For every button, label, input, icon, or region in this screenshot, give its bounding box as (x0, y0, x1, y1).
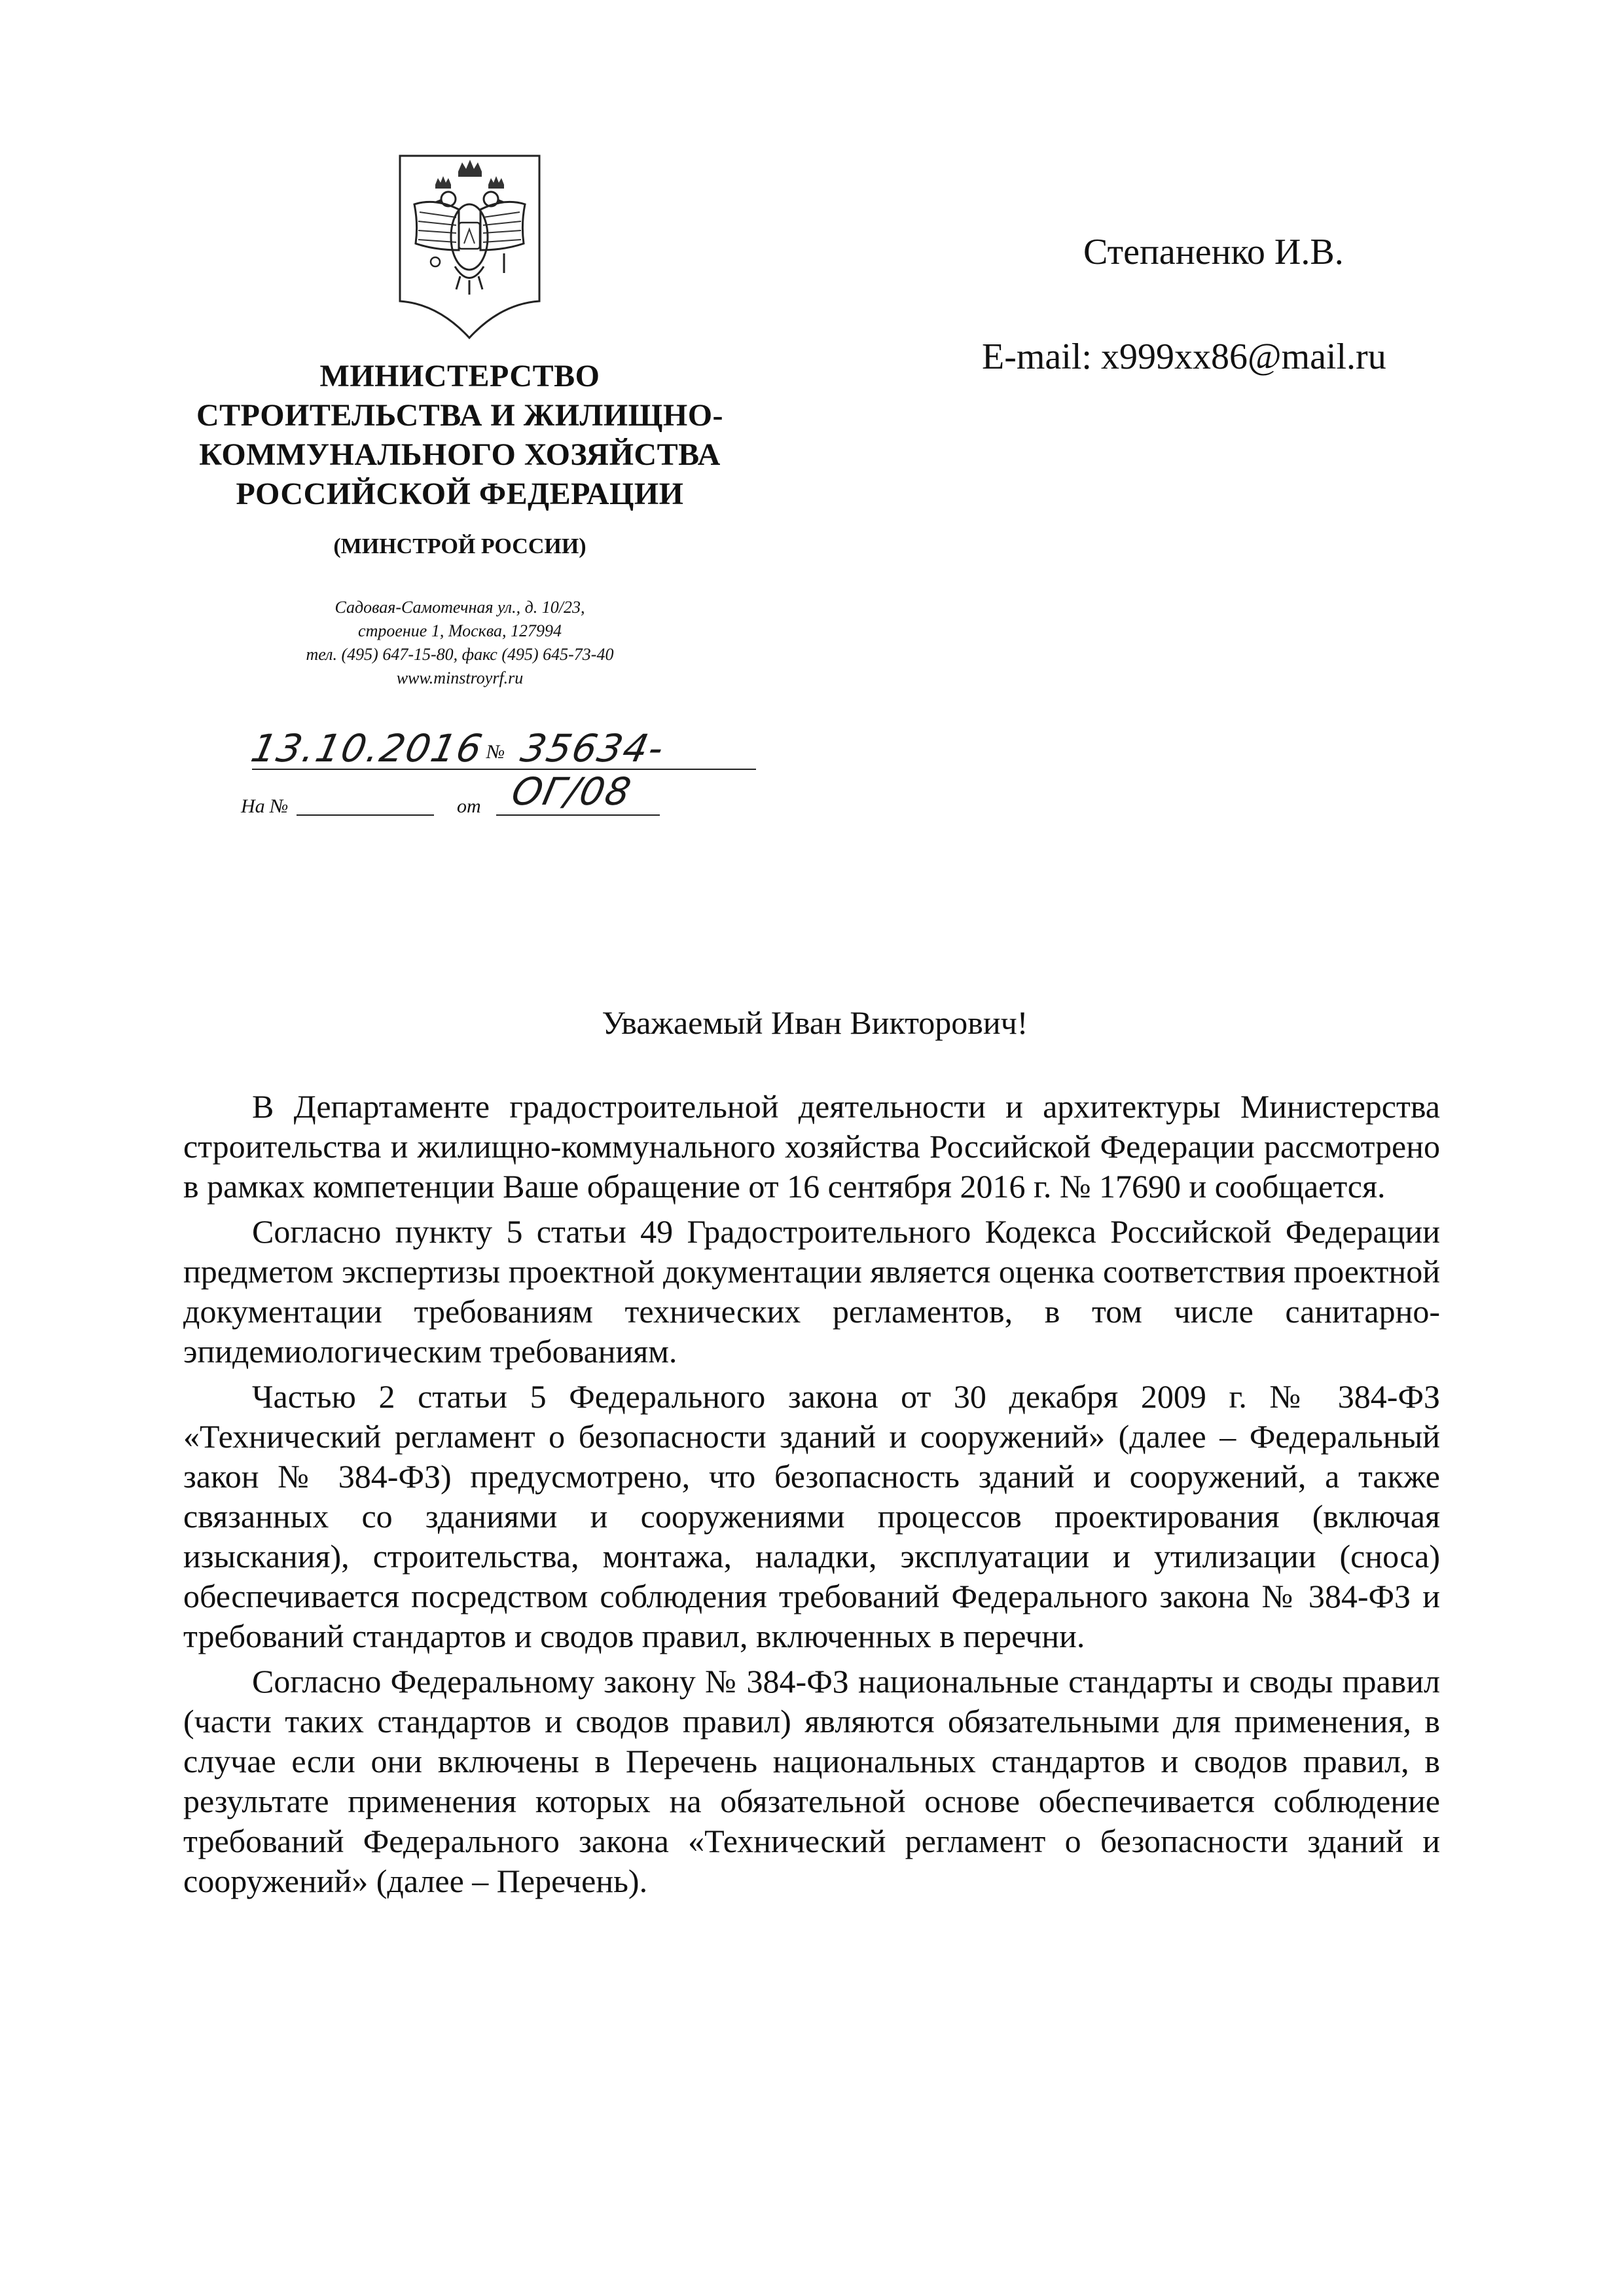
address-line: www.minstroyrf.ru (396, 668, 524, 687)
letter-body (183, 1087, 1440, 1906)
ministry-line: СТРОИТЕЛЬСТВА И ЖИЛИЩНО- (196, 398, 724, 433)
reference-line (241, 793, 712, 820)
body-paragraph: Согласно Федеральному закону № 384-ФЗ национальные стандарты и своды правил (части таких стандартов и сводов правил) являются обязательными для применения, в случае если они включены в Перечень национальных стандартов и сводов правил, в результате применения которых на обязательной основе обеспечивается соблюдение требований Федерального закона «Технический регламент о безопасности зданий и сооружений» (далее – Перечень). (183, 1663, 1440, 1899)
coat-of-arms-icon (396, 152, 543, 342)
ministry-address (164, 596, 756, 690)
reference-number-blank (297, 814, 434, 816)
addressee-email: E-mail: x999xx86@mail.ru (982, 337, 1386, 377)
reference-number-label: На № (241, 795, 289, 817)
registration-underline (252, 769, 756, 770)
ministry-line: МИНИСТЕРСТВО (319, 359, 600, 393)
address-line: Садовая-Самотечная ул., д. 10/23, (334, 598, 585, 617)
ministry-line: РОССИЙСКОЙ ФЕДЕРАЦИИ (236, 477, 684, 511)
reference-date-blank (496, 814, 660, 816)
registration-date: 13.10.2016 (247, 726, 488, 771)
body-paragraph: Согласно пункту 5 статьи 49 Градостроительного Кодекса Российской Федерации предметом экспертизы проектной документации является оценка соответствия проектной документации требованиям технических регламентов, в том числе санитарно- эпидемиологическим требованиям. (183, 1213, 1440, 1370)
registration-number: 35634-ОГ/08 (507, 726, 669, 814)
registration-number-label: № (486, 741, 505, 763)
addressee-name: Степаненко И.В. (1083, 232, 1344, 272)
ministry-name (164, 357, 756, 514)
reference-date-label: от (457, 795, 481, 817)
ministry-line: КОММУНАЛЬНОГО ХОЗЯЙСТВА (199, 437, 721, 472)
address-line: тел. (495) 647-15-80, факс (495) 645-73-40 (306, 645, 614, 664)
salutation: Уважаемый Иван Викторович! (602, 1004, 1028, 1041)
ministry-abbreviation: (МИНСТРОЙ РОССИИ) (333, 534, 586, 558)
address-line: строение 1, Москва, 127994 (358, 621, 562, 640)
body-paragraph: В Департаменте градостроительной деятельности и архитектуры Министерства строительства и жилищно-коммунального хозяйства Российской Федерации рассмотрено в рамках компетенции Ваше обращение от 16 сентября 2016 г. № 17690 и сообщается. (183, 1088, 1440, 1205)
body-paragraph: Частью 2 статьи 5 Федерального закона от 30 декабря 2009 г. № 384-ФЗ «Технический регламент о безопасности зданий и сооружений» (далее – Федеральный закон № 384-ФЗ) предусмотрено, что безопасность зданий и сооружений, а также связанных со зданиями и сооружениями процессов проектирования (включая изыскания), строительства, монтажа, наладки, эксплуатации и утилизации (сноса) обеспечивается посредством соблюдения требований Федерального закона № 384-ФЗ и требований стандартов и сводов правил, включенных в перечни. (183, 1378, 1440, 1654)
